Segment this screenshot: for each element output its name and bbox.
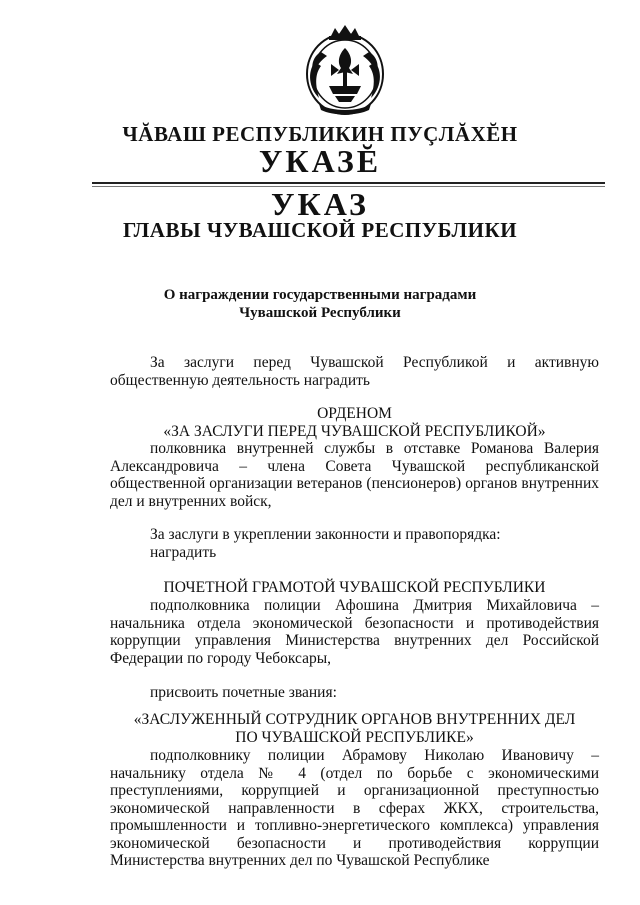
paragraph-2-line1: За заслуги в укреплении законности и правопорядка: bbox=[150, 526, 501, 543]
award1-title bbox=[110, 405, 599, 440]
award2-recipient: подполковника полиции Афошина Дмитрия Михайловича – начальника отдела экономической безопасности и противодействия коррупции управления Министерства внутренних дел Российской Федерации по городу Чебоксары, bbox=[110, 597, 599, 667]
award1-title-line1: ОРДЕНОМ bbox=[317, 405, 392, 422]
chuvash-emblem-icon bbox=[301, 22, 389, 118]
document-subject bbox=[0, 286, 640, 322]
award1-title-line2: «ЗА ЗАСЛУГИ ПЕРЕД ЧУВАШСКОЙ РЕСПУБЛИКОЙ» bbox=[163, 422, 546, 440]
header-ukaz: УКАЗ bbox=[271, 186, 369, 222]
header-chuvash-ukaz: УКАЗĔ bbox=[258, 143, 382, 179]
award1-recipient: полковника внутренней службы в отставке Романова Валерия Александровича – члена Совета Чувашской республиканской общественной организации ветеранов (пенсионеров) органов внутренних дел и внутренних войск, bbox=[110, 440, 599, 510]
subject-line-2: Чувашской Республики bbox=[239, 305, 401, 321]
award2-title: ПОЧЕТНОЙ ГРАМОТОЙ ЧУВАШСКОЙ РЕСПУБЛИКИ bbox=[163, 579, 546, 596]
paragraph-3: присвоить почетные звания: bbox=[150, 684, 337, 701]
header-chuvash-title: ЧĂВАШ РЕСПУБЛИКИН ПУÇЛĂХĔН bbox=[122, 122, 518, 146]
award3-title-line2: ПО ЧУВАШСКОЙ РЕСПУБЛИКЕ» bbox=[235, 728, 474, 746]
paragraph-2-line2: наградить bbox=[150, 543, 217, 561]
header-glava-title: ГЛАВЫ ЧУВАШСКОЙ РЕСПУБЛИКИ bbox=[122, 218, 518, 242]
subject-line-1: О награждении государственными наградами bbox=[163, 287, 477, 303]
intro-paragraph: За заслуги перед Чувашской Республикой и активную общественную деятельность наградить bbox=[110, 354, 599, 389]
paragraph-2 bbox=[110, 526, 599, 561]
award3-recipient: подполковнику полиции Абрамову Николаю Ивановичу – начальнику отдела № 4 (отдел по борьбе с экономическими преступлениями, коррупцией и организационной преступностью экономической направленности в сферах ЖКХ, строительства, промышленности и топливно-энергетического комплекса) управления экономической безопасности и противодействия коррупции Министерства внутренних дел по Чувашской Республике bbox=[110, 747, 599, 869]
award3-title-line1: «ЗАСЛУЖЕННЫЙ СОТРУДНИК ОРГАНОВ ВНУТРЕННИХ ДЕЛ bbox=[133, 711, 576, 728]
header-divider-thick bbox=[92, 182, 605, 184]
award3-title bbox=[110, 711, 599, 746]
